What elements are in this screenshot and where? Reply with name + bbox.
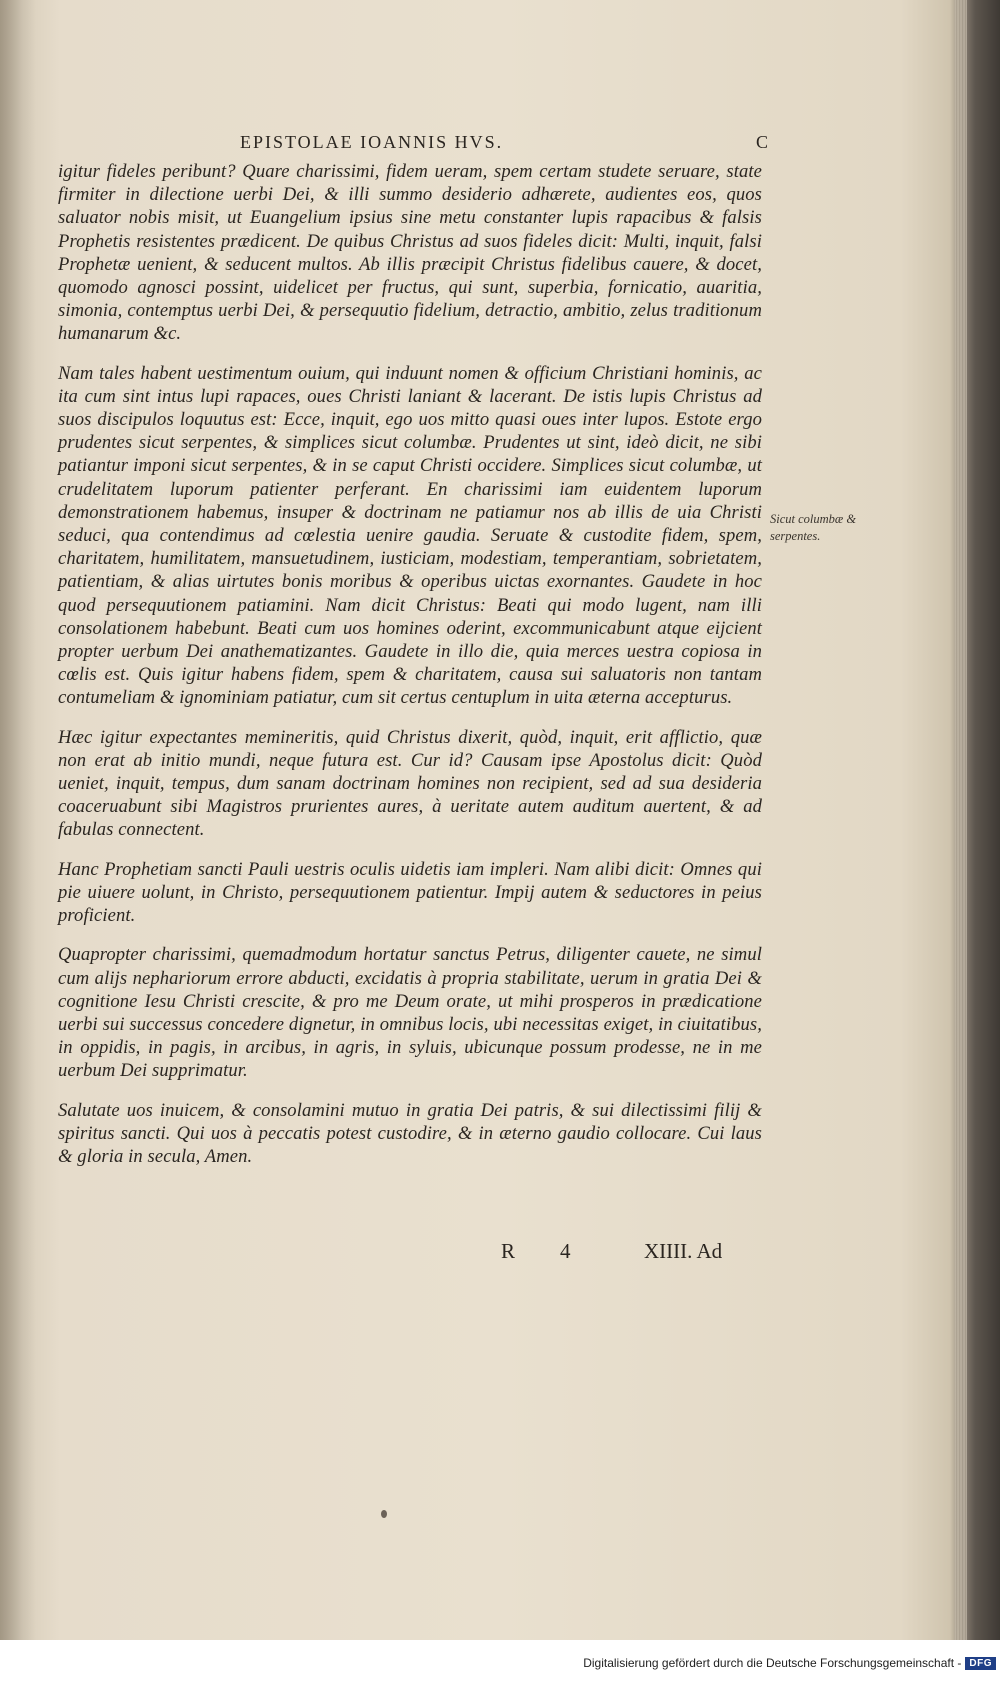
paragraph-5: Quapropter charissimi, quemadmodum hortatur sanctus Petrus, diligenter cauete, ne simul cum alijs nephariorum errore abducti, excidatis à propria stabilitate, uerum in gratia Dei & cognitione Iesu Christi crescite, & pro me Deum orate, ut mihi prosperos in prædicatione uerbi sui successus concedere dignetur, in omnibus locis, ubi necessitas exiget, in ciuitatibus, in oppidis, in pagis, in arcibus, in agris, in syluis, ubicunque possum prodesse, ne in me uerbum Dei supprimatur. bbox=[58, 944, 762, 1082]
paragraph-3: Hæc igitur expectantes memineritis, quid Christus dixerit, quòd, inquit, erit afflictio, quæ non erat ab initio mundi, neque futura est. Cur id? Causam ipse Apostolus dicit: Quòd ueniet, inquit, tempus, dum sanam doctrinam homines non recipient, sed ad sua desideria coaceruabunt sibi Magistros prurientes aures, à ueritate autem auditum auertent, & ad fabulas connectent. bbox=[58, 726, 762, 841]
page-footer bbox=[0, 1239, 1000, 1269]
catchword: XIIII. Ad bbox=[644, 1239, 723, 1263]
paragraph-6: Salutate uos inuicem, & consolamini mutuo in gratia Dei patris, & sui dilectissimi filij & spiritus sancti. Qui uos à peccatis potest custodire, & in æterno gaudio collocare. Cui laus & gloria in secula, Amen. bbox=[58, 1099, 762, 1167]
paragraph-4: Hanc Prophetiam sancti Pauli uestris oculis uidetis iam impleri. Nam alibi dicit: Omnes qui pie uiuere uolunt, in Christo, persequutionem patientur. Impij autem & seductores in peius proficient. bbox=[58, 858, 762, 927]
signature-letter: R bbox=[501, 1239, 516, 1263]
ink-dot bbox=[381, 1510, 387, 1518]
running-head-signature: C bbox=[755, 132, 770, 152]
gutter-shadow bbox=[0, 0, 36, 1640]
dfg-logo-icon: DFG bbox=[965, 1657, 996, 1670]
paragraph-1: igitur fideles peribunt? Quare charissimi, fidem ueram, spem certam studete seruare, state firmiter in dilectione uerbi Dei, & illi summo desiderio adhærete, audientes eos, quos saluator nobis misit, ut Euangelium ipsius sine metu constanter lupis rapacibus & falsis Prophetis resistentes prædicent. De quibus Christus ad suos fideles dicit: Multi, inquit, falsi Prophetæ uenient, & seducent multos. Ab illis præcipit Christus fidelibus cauere, & docet, quomodo agnosci possint, uidelicet per fructus, qui sunt, superbia, fornicatio, auaritia, simonia, contemptus uerbi Dei, & persequutio fidelium, detractio, ambitio, zelus traditionum humanarum &c. bbox=[58, 161, 762, 345]
digitization-credit bbox=[583, 1653, 996, 1673]
paragraph-2: Nam tales habent uestimentum ouium, qui induunt nomen & officium Christiani hominis, ac ita cum sint intus lupi rapaces, oues Christi laniant & lacerant. De istis lupis Christus ad suos discipulos loquutus est: Ecce, inquit, ego uos mitto quasi oues inter lupos. Estote ergo prudentes sicut serpentes, & simplices sicut columbæ. Prudentes ut sint, ideò dicit, ne sibi patiantur imponi sicut serpentes, & in se caput Christi occidere. Simplices sicut columbæ, ut crudelitatem luporum patienter perferant. En charissimi iam euidentem luporum demonstrationem habemus, insuper & doctrinam ne patiamur nos ab illis de uia Christi seduci, qua contendimus ad cœlestia uenire gaudia. Seruate & custodite fidem, spem, charitatem, humilitatem, mansuetudinem, iusticiam, modestiam, temperantiam, sobrietatem, patientiam, & alias uirtutes bonis moribus & operibus uictas exornantes. Gaudete in hoc quod persequutionem patiamini. Nam dicit Christus: Beati qui modo lugent, nam illi consolationem habebunt. Beati cum uos homines oderint, excommunicabunt atque eijcient propter uerbum Dei anathematizantes. Gaudete in illo die, quia merces uestra copiosa in cœlis est. Quis igitur habens fidem, spem & charitatem, causa sui saluatoris non tantam contumeliam & ignominiam patiatur, cum sit certus centuplum in uita æterna accepturus. bbox=[58, 362, 762, 709]
credit-text: Digitalisierung gefördert durch die Deutsche Forschungsgemeinschaft - bbox=[583, 1656, 962, 1670]
margin-note: Sicut columbæ & serpentes. bbox=[770, 512, 857, 543]
signature-number: 4 bbox=[560, 1239, 571, 1263]
page-edge bbox=[955, 0, 967, 1640]
main-text bbox=[58, 132, 762, 1168]
running-head-title: EPISTOLAE IOANNIS HVS. bbox=[240, 132, 504, 152]
